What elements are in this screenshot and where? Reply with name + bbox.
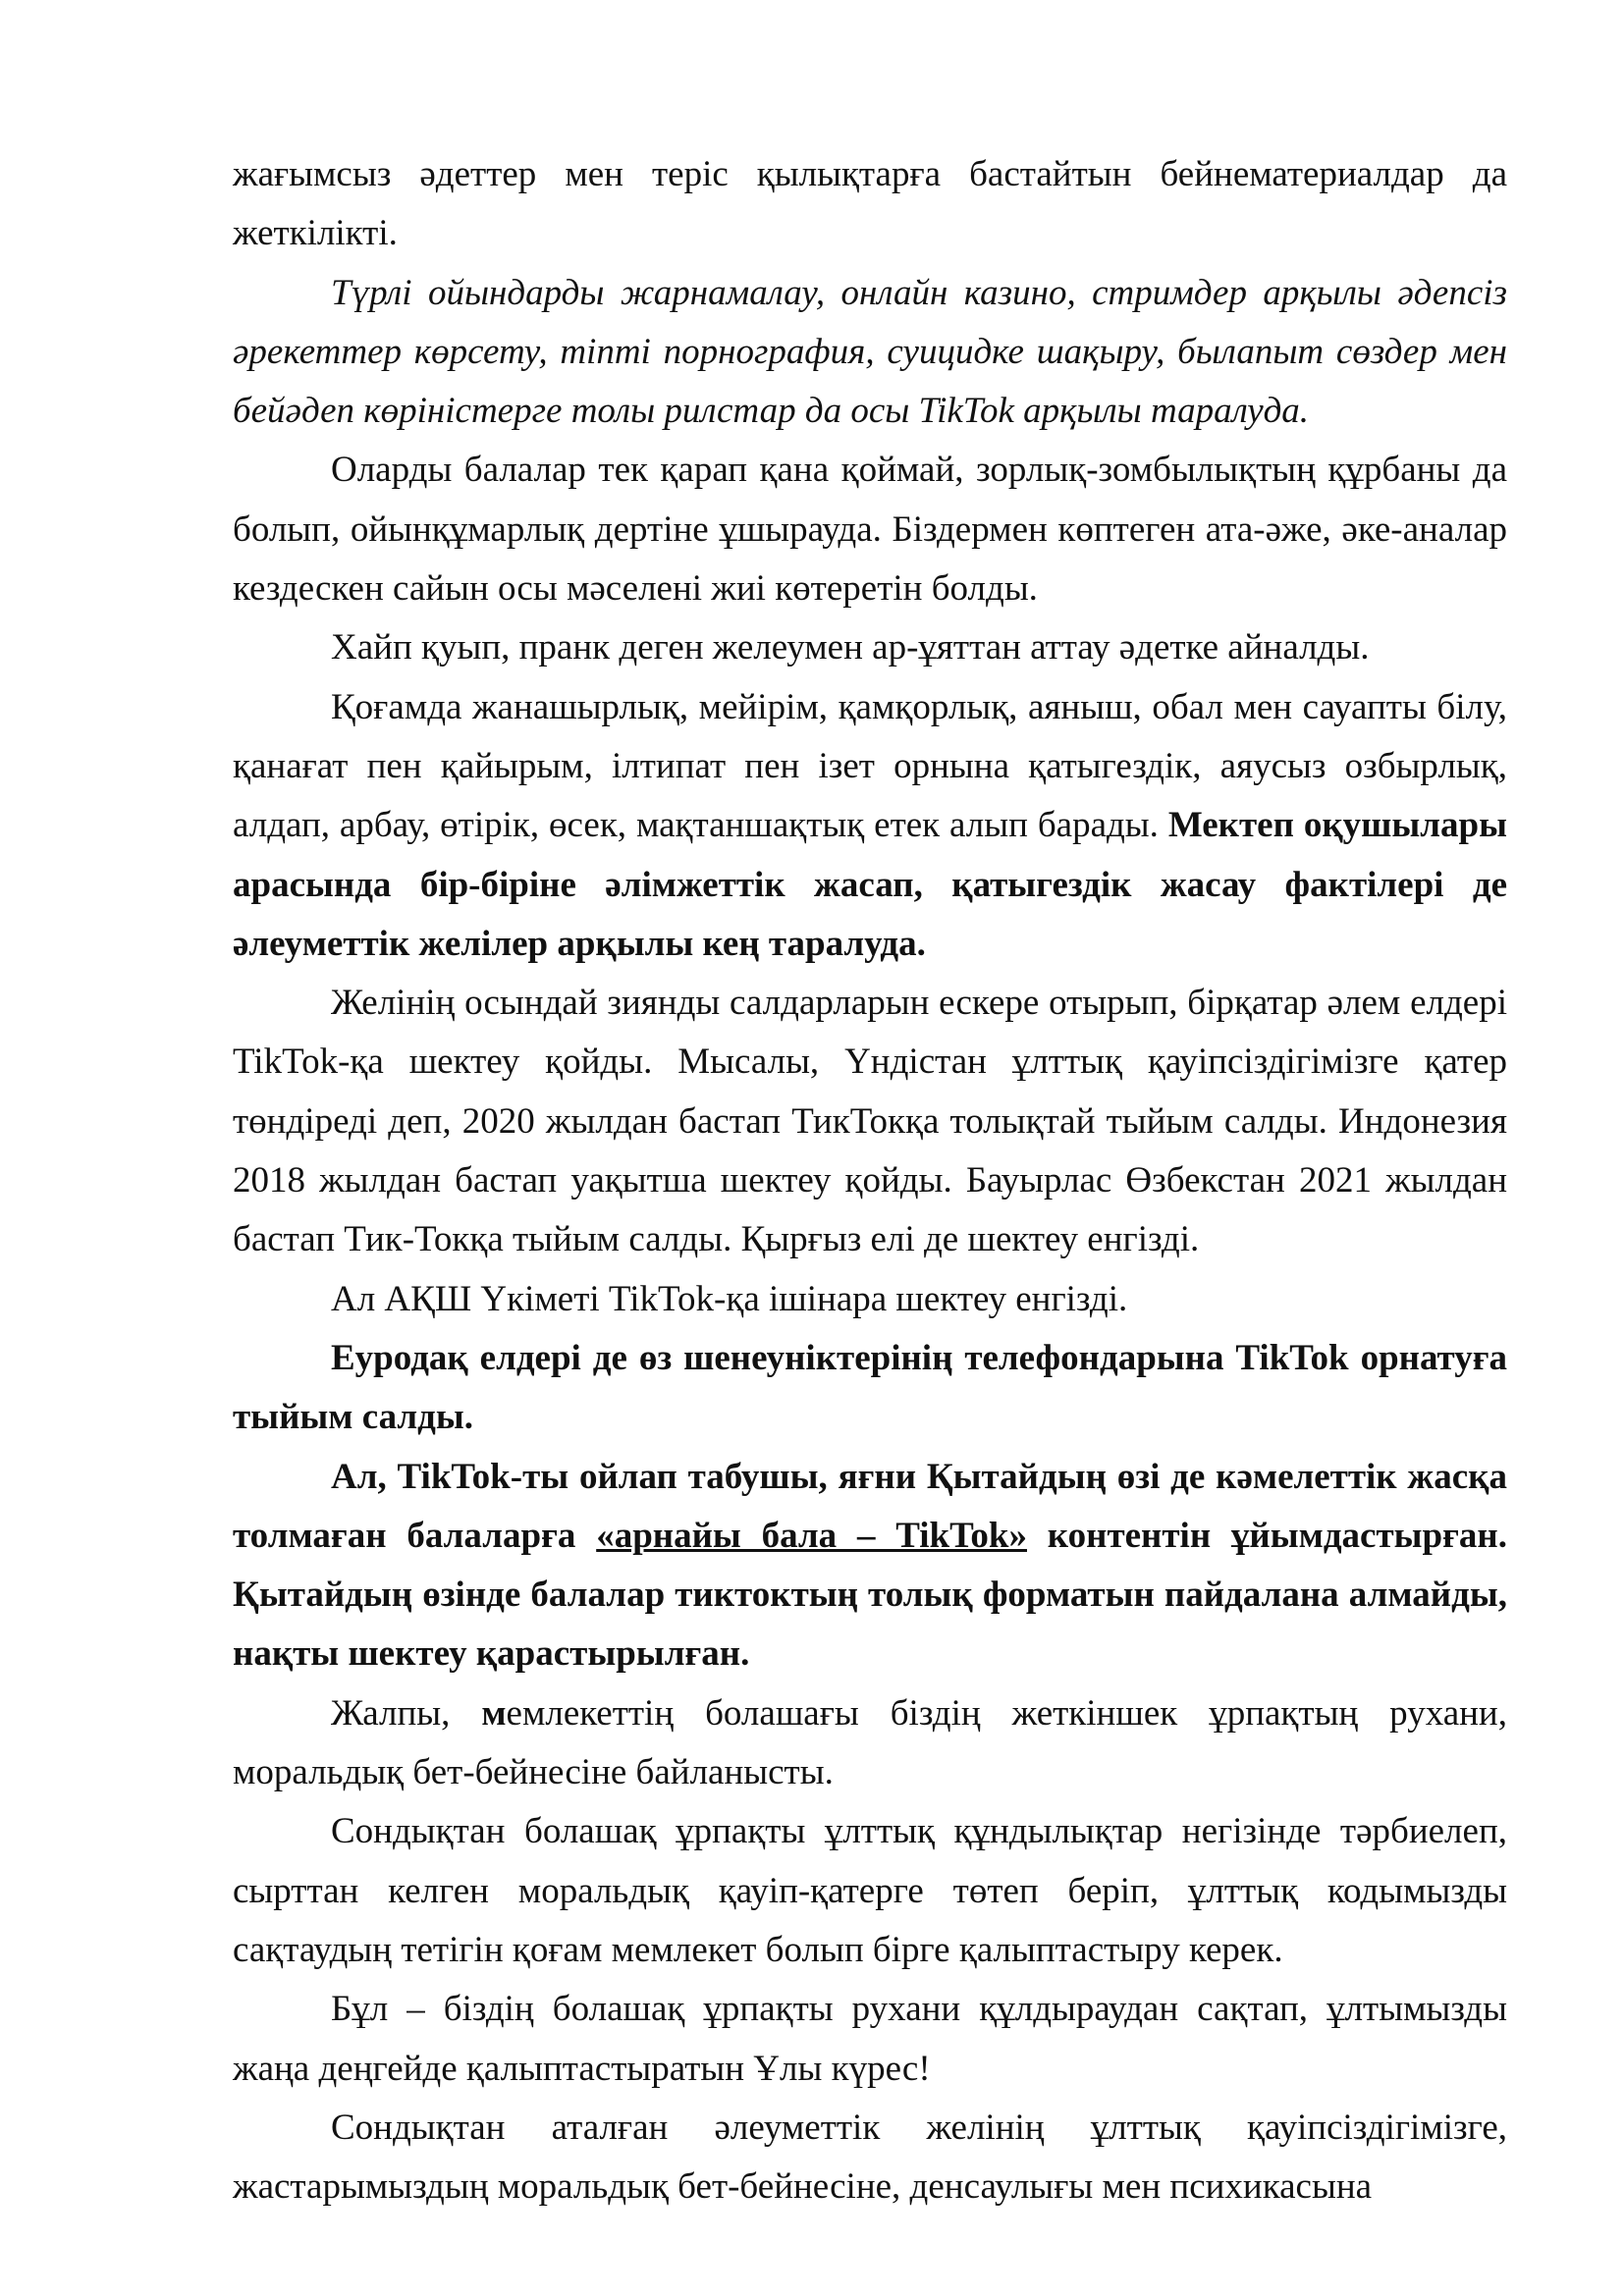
paragraph-text: Түрлі ойындарды жарнамалау, онлайн казино, стримдер арқылы әдепсіз әрекеттер көрсету, тіпті порнография, суицидке шақыру, былапыт сөздер мен бейәдеп көріністерге толы рилстар да осы TikTok арқылы таралуда. [233, 272, 1507, 432]
paragraph-bold-text: Мектеп оқушылары арасында бір-біріне әлімжеттік жасап, қатыгездік жасау фактілері де әлеуметтік желілер арқылы кең таралуда. [233, 805, 1507, 964]
paragraph-text: Бұл – біздің болашақ ұрпақты рухани құлдыраудан сақтап, ұлтымызды жаңа деңгейде қалыптастыратын Ұлы күрес! [233, 1989, 1507, 2089]
paragraph-text: Ал, TikTok-ты ойлап табушы, яғни Қытайдың өзі де кәмелеттік жасқа толмаған балаларға [233, 1456, 1507, 1556]
paragraph [233, 618, 1507, 677]
underlined-quote: «арнайы бала – TikTok» [596, 1515, 1027, 1556]
paragraph-text: Желінің осындай зиянды салдарларын ескере отырып, бірқатар әлем елдері TikTok-қа шектеу қойды. Мысалы, Үндістан ұлттық қауіпсіздігімізге қатер төндіреді деп, 2020 жылдан бастап ТикТокқа толықтай тыйым салды. Индонезия 2018 жылдан бастап уақытша шектеу қойды. Бауырлас Өзбекстан 2021 жылдан бастап Тик-Токқа тыйым салды. Қырғыз елі де шектеу енгізді. [233, 983, 1507, 1260]
paragraph-text: жағымсыз әдеттер мен теріс қылықтарға бастайтын бейнематериалдар да жеткілікті. [233, 154, 1507, 254]
paragraph-text: Оларды балалар тек қарап қана қоймай, зорлық-зомбылықтың құрбаны да болып, ойынқұмарлық дертіне ұшырауда. Біздермен көптеген ата-әже, әке-аналар кездескен сайын осы мәселені жиі көтеретін болды. [233, 450, 1507, 610]
bold-letter: м [481, 1692, 507, 1734]
paragraph [233, 1802, 1507, 1980]
paragraph-continuation [233, 145, 1507, 264]
paragraph [233, 441, 1507, 618]
paragraph-text: емлекеттің болашағы біздің жеткіншек ұрпақтың рухани, моральдық бет-бейнесіне байланысты. [233, 1692, 1507, 1793]
paragraph [233, 1980, 1507, 2099]
paragraph-text: контентін ұйымдастырған. Қытайдың өзінде балалар тиктоктың толық форматын пайдалана алмайды, нақты шектеу қарастырылған. [233, 1515, 1507, 1675]
paragraph [233, 678, 1507, 974]
paragraph-text: Жалпы, [331, 1692, 482, 1734]
paragraph-text: Сондықтан аталған әлеуметтік желінің ұлттық қауіпсіздігімізге, жастарымыздың моральдық бет-бейнесіне, денсаулығы мен психикасына [233, 2107, 1507, 2208]
paragraph [233, 1270, 1507, 1329]
paragraph [233, 1684, 1507, 1803]
paragraph [233, 974, 1507, 1269]
paragraph-bold [233, 1329, 1507, 1448]
paragraph-text: Қоғамда жанашырлық, мейірім, қамқорлық, аяныш, обал мен сауапты білу, қанағат пен қайырым, ілтипат пен ізет орнына қатыгездік, аяусыз озбырлық, алдап, арбау, өтірік, өсек, мақтаншақтық етек алып барады. [233, 686, 1507, 846]
paragraph-text: Хайп қуып, пранк деген желеумен ар-ұяттан аттау әдетке айналды. [331, 627, 1370, 668]
paragraph-text: Сондықтан болашақ ұрпақты ұлттық құндылықтар негізінде тәрбиелеп, сырттан келген моральдық қауіп-қатерге төтеп беріп, ұлттық кодымызды сақтаудың тетігін қоғам мемлекет болып бірге қалыптастыру керек. [233, 1811, 1507, 1970]
paragraph-italic-quote [233, 264, 1507, 442]
paragraph-text: Еуродақ елдері де өз шенеуніктерінің телефондарына TikTok орнатуға тыйым салды. [233, 1337, 1507, 1438]
paragraph-text: Ал АҚШ Үкіметі TikTok-қа ішінара шектеу енгізді. [331, 1278, 1128, 1319]
paragraph [233, 2099, 1507, 2217]
paragraph-bold [233, 1448, 1507, 1684]
document-page [233, 145, 1507, 2216]
